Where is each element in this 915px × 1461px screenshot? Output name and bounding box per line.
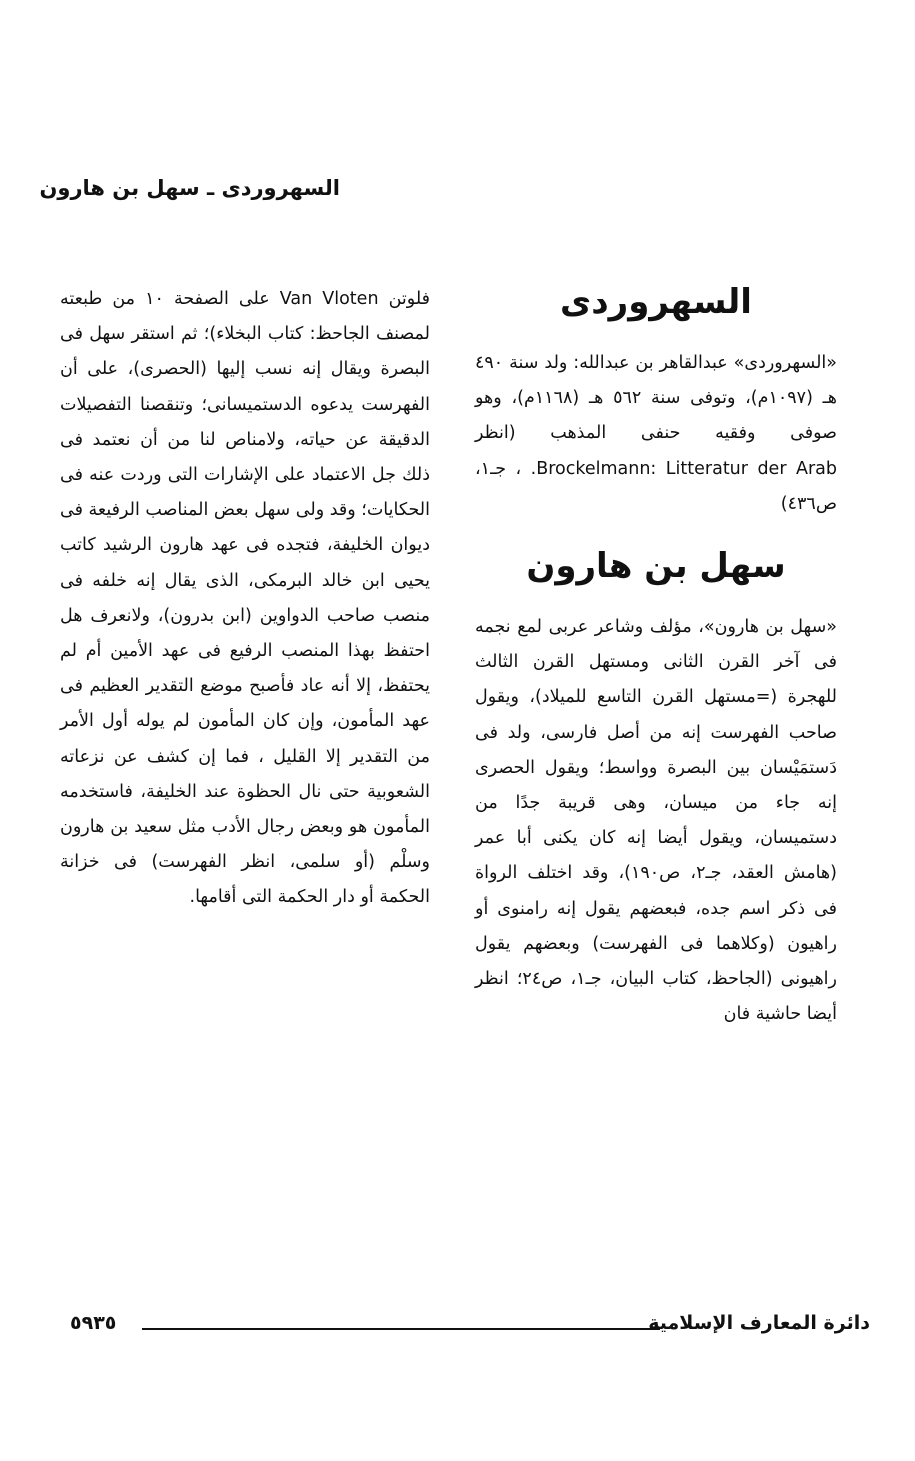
page-number: ٥٩٣٥ — [70, 1312, 117, 1334]
article-body-continued: فلوتن Van Vloten على الصفحة ١٠ من طبعته لمصنف الجاحظ: كتاب البخلاء)؛ ثم استقر سهل فى البصرة ويقال إنه نسب إليها (الحصرى)، على أن الفهرست يدعوه الدستميسانى؛ وتنقصنا التفصيلات الدقيقة عن حياته، ولامناص لنا من أن نعتمد فى ذلك جل الاعتماد على الإشارات التى وردت عنه فى الحكايات؛ وقد ولى سهل بعض المناصب الرفيعة فى ديوان الخليفة، فتجده فى عهد هارون الرشيد كاتب يحيى ابن خالد البرمكى، الذى يقال إنه خلفه فى منصب صاحب الدواوين (ابن بدرون)، ولانعرف هل احتفظ بهذا المنصب الرفيع فى عهد الأمين أم لم يحتفظ، إلا أنه عاد فأصبح موضع التقدير العظيم فى عهد المأمون، وإن كان المأمون لم يوله أول الأمر من التقدير إلا القليل ، فما إن كشف عن نزعاته الشعوبية حتى نال الحظوة عند الخليفة، فاستخدمه المأمون هو وبعض رجال الأدب مثل سعيد بن هارون وسلْم (أو سلمى، انظر الفهرست) فى خزانة الحكمة أو دار الحكمة التى أقامها. — [59, 289, 430, 908]
running-head: السهروردى ـ سهل بن هارون — [39, 176, 340, 200]
article-title-suhrawardi: السهروردى — [560, 282, 752, 322]
article-body-suhrawardi: «السهروردى» عبدالقاهر بن عبدالله: ولد سنة ٤٩٠ هـ (١٠٩٧م)، وتوفى سنة ٥٦٢ هـ (١١٦٨م)، وهو صوفى وفقيه حنفى المذهب (انظر Brockelmann: Litteratur der Arab. ، جـ١، ص٤٣٦) — [475, 353, 838, 514]
journal-name: دائرة المعارف الإسلامية — [648, 1312, 870, 1334]
footer-rule — [142, 1328, 660, 1330]
article-title-sahl-ibn-harun: سهل بن هارون — [526, 546, 786, 587]
article-body-sahl-ibn-harun: «سهل بن هارون»، مؤلف وشاعر عربى لمع نجمه فى آخر القرن الثانى ومستهل القرن الثالث للهجرة (=مستهل القرن التاسع للميلاد)، ويقول صاحب الفهرست إنه من أصل فارسى، ولد فى دَستمَيْسان بين البصرة وواسط؛ ويقول الحصرى إنه جاء من ميسان، وهى قريبة جدًا من دستميسان، ويقول أيضا إنه كان يكنى أبا عمر (هامش العقد، جـ٢، ص١٩٠)، وقد اختلف الرواة فى ذكر اسم جده، فبعضهم يقول إنه رامنوى أو راهيون (وكلاهما فى الفهرست) وبعضهم يقول راهيونى (الجاحظ، كتاب البيان، جـ١، ص٢٤؛ انظر أيضا حاشية فان — [475, 617, 837, 1025]
left-column — [60, 282, 430, 916]
right-column — [475, 276, 837, 1032]
page-footer — [70, 1312, 870, 1342]
